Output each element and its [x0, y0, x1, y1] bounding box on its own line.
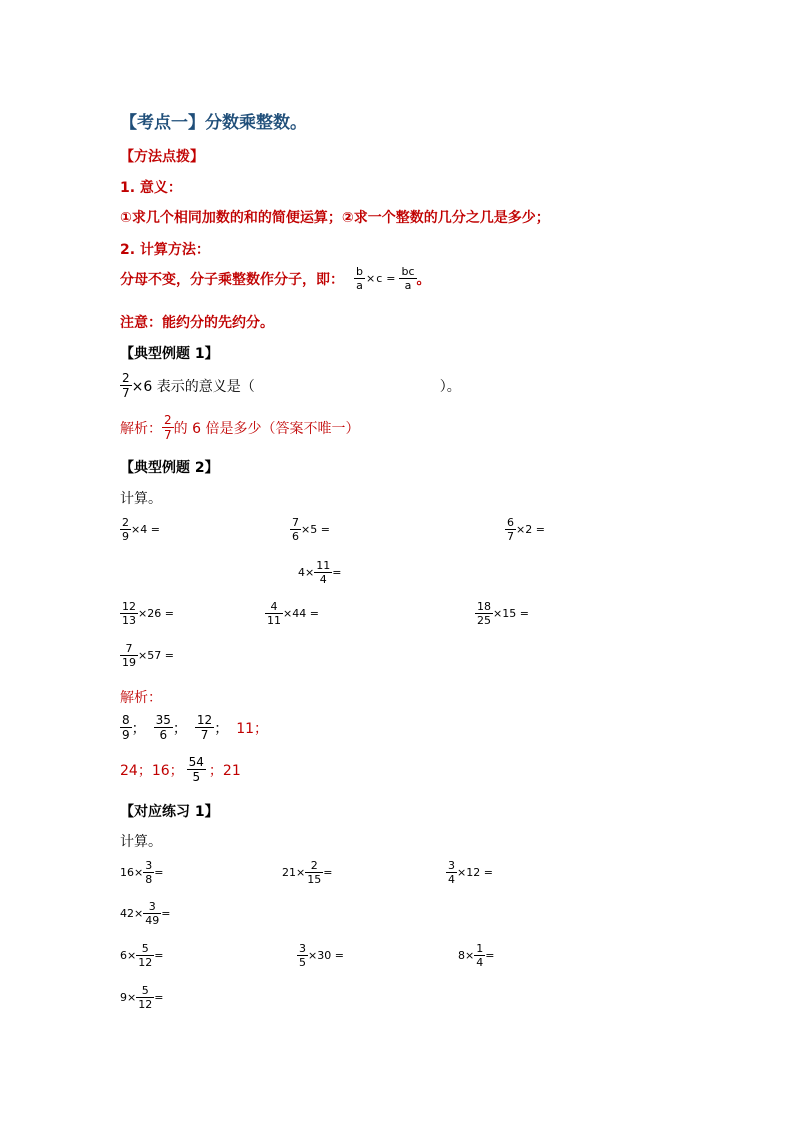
problem-fraction: $\frac{3}{49}$ — [145, 900, 160, 927]
example2-title: 【典型例题 2】 — [120, 460, 219, 476]
problem-fraction: $\frac{12}{13}$ — [122, 600, 136, 627]
example2-problem: $\frac{18}{25}$ ×15 = — [477, 600, 529, 627]
example1-title: 【典型例题 1】 — [120, 346, 219, 362]
practice1-problem: $\frac{3}{5}$ ×30 = — [299, 942, 344, 969]
meaning-text: ①求几个相同加数的和的简便运算；②求一个整数的几分之几是多少； — [120, 210, 550, 226]
practice1-problem: 42× $\frac{3}{49}$ = — [120, 900, 171, 927]
practice1-problem: $\frac{3}{4}$ ×12 = — [448, 859, 493, 886]
formula: $\frac{b}{a}$ × c = $\frac{bc}{a}$ — [356, 265, 415, 292]
example2-problem: $\frac{6}{7}$ ×2 = — [507, 516, 545, 543]
problem-fraction: $\frac{3}{4}$ — [448, 859, 455, 886]
problem-fraction: $\frac{3}{5}$ — [299, 942, 306, 969]
problem-fraction: $\frac{5}{12}$ — [138, 942, 153, 969]
method-title: 【方法点拨】 — [120, 149, 204, 165]
method-note: 注意：能约分的先约分。 — [120, 315, 274, 331]
section-heading: 【考点一】分数乘整数。 — [120, 113, 307, 133]
answer-fraction: $\frac{35}{6}$ — [155, 713, 171, 742]
problem-fraction: $\frac{7}{19}$ — [122, 642, 136, 669]
problem-fraction: $\frac{1}{4}$ — [476, 942, 484, 969]
example1-fraction: $\frac{2}{7}$ — [122, 371, 130, 400]
formula-frac-bc-over-a: $\frac{bc}{a}$ — [401, 265, 415, 292]
example2-problem: $\frac{4}{11}$ ×44 = — [267, 600, 319, 627]
example2-instruction: 计算。 — [120, 491, 162, 507]
problem-fraction: $\frac{2}{15}$ — [307, 859, 322, 886]
method-calc-title: 2. 计算方法： — [120, 242, 210, 258]
method-calc-text: 分母不变，分子乘整数作分子，即： — [120, 271, 344, 288]
problem-fraction: $\frac{3}{8}$ — [145, 859, 153, 886]
problem-fraction: $\frac{2}{9}$ — [122, 516, 129, 543]
problem-fraction: $\frac{4}{11}$ — [267, 600, 281, 627]
practice1-instruction: 计算。 — [120, 834, 162, 850]
answer-fraction: $\frac{54}{5}$ — [188, 755, 204, 784]
example2-answers-row2: 24；16； $\frac{54}{5}$ ；21 — [120, 755, 241, 784]
example2-answer-title: 解析： — [120, 690, 162, 706]
practice1-problem: 16× $\frac{3}{8}$ = — [120, 859, 164, 886]
practice1-problem: 6× $\frac{5}{12}$ = — [120, 942, 164, 969]
problem-fraction: $\frac{18}{25}$ — [477, 600, 491, 627]
example2-answers-row1: $\frac{8}{9}$ ； $\frac{35}{6}$ ； $\frac{12}{7}$ ； 11； — [122, 713, 269, 742]
example2-problem: $\frac{7}{6}$ ×5 = — [292, 516, 330, 543]
practice1-problem: 9× $\frac{5}{12}$ = — [120, 984, 164, 1011]
practice1-title: 【对应练习 1】 — [120, 804, 219, 820]
formula-frac-b-over-a: $\frac{b}{a}$ — [356, 265, 363, 292]
problem-fraction: $\frac{6}{7}$ — [507, 516, 514, 543]
meaning-title: 1. 意义： — [120, 180, 182, 196]
example1-question: $\frac{2}{7}$ ×6 表示的意义是（ ）。 — [122, 371, 461, 400]
example2-problem: $\frac{7}{19}$ ×57 = — [122, 642, 174, 669]
practice1-problem: 21× $\frac{2}{15}$ = — [282, 859, 333, 886]
problem-fraction: $\frac{7}{6}$ — [292, 516, 299, 543]
problem-fraction: $\frac{11}{4}$ — [316, 559, 331, 586]
example2-problem: $\frac{12}{13}$ ×26 = — [122, 600, 174, 627]
method-calc-line: 分母不变，分子乘整数作分子，即： $\frac{b}{a}$ × c = $\frac{bc}{a}$ 。 — [120, 265, 431, 292]
example1-answer: 解析： $\frac{2}{7}$ 的 6 倍是多少（答案不唯一） — [120, 413, 360, 442]
practice1-problem: 8× $\frac{1}{4}$ = — [458, 942, 495, 969]
example2-problem: $\frac{2}{9}$ ×4 = — [122, 516, 160, 543]
answer-fraction: $\frac{8}{9}$ — [122, 713, 130, 742]
example2-problem: 4× $\frac{11}{4}$ = — [298, 559, 342, 586]
answer-fraction: $\frac{12}{7}$ — [196, 713, 213, 742]
example1-answer-fraction: $\frac{2}{7}$ — [164, 413, 172, 442]
problem-fraction: $\frac{5}{12}$ — [138, 984, 153, 1011]
